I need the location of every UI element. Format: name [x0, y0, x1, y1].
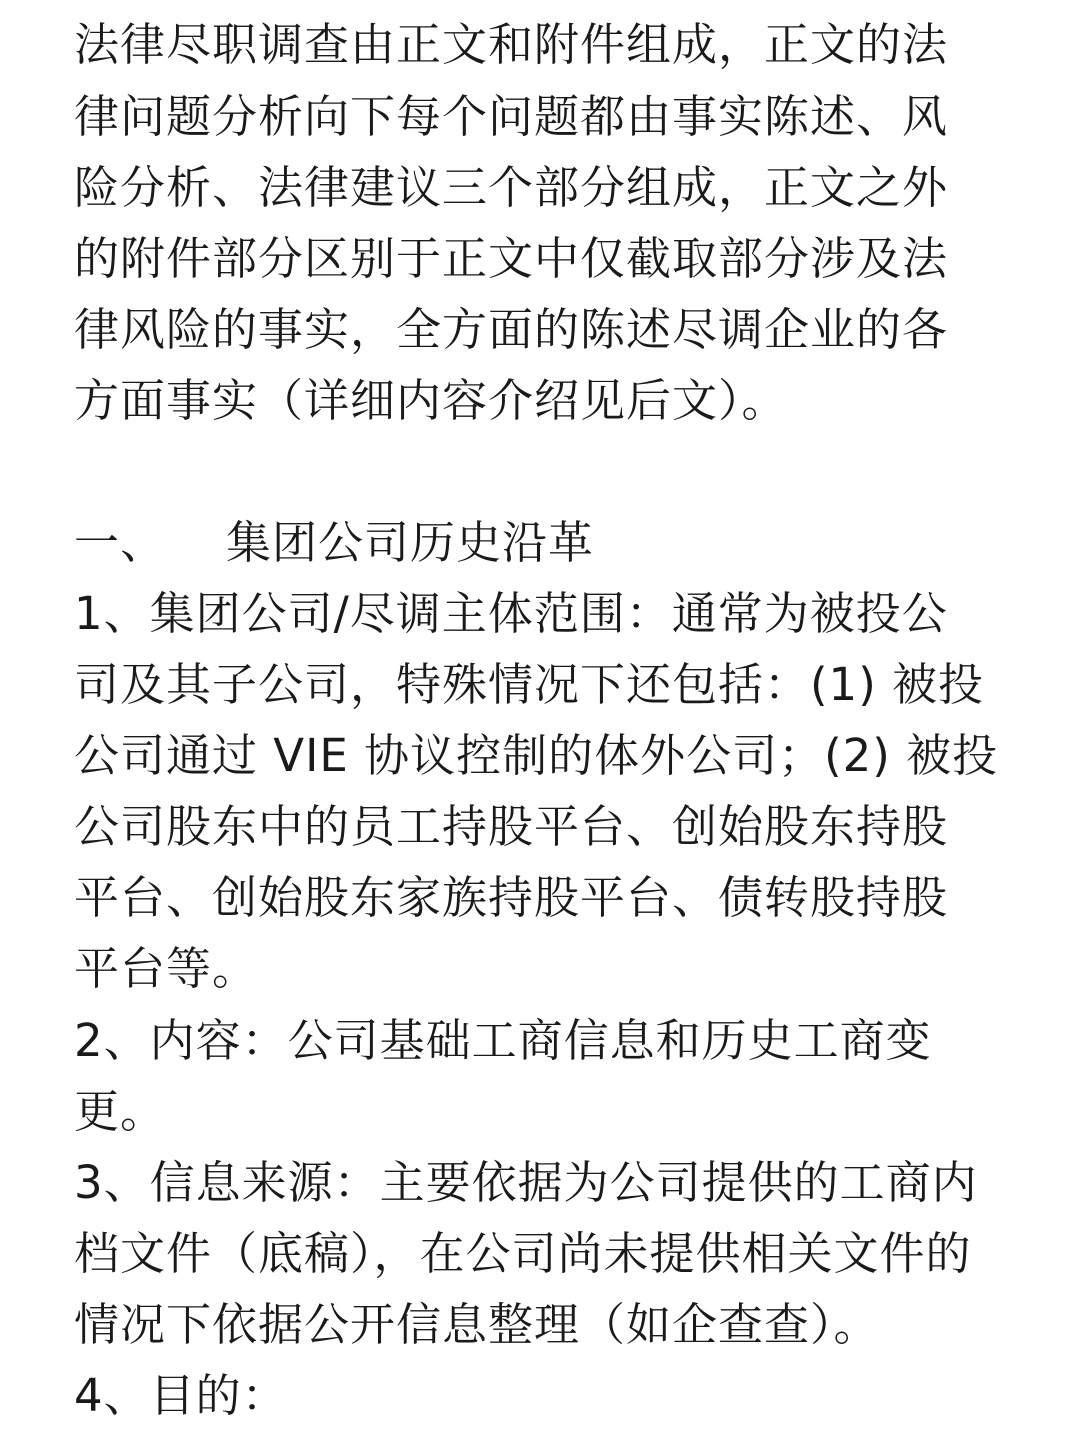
intro-line: 险分析、法律建议三个部分组成，正文之外	[74, 161, 949, 214]
intro-line: 方面事实（详细内容介绍见后文）。	[74, 374, 788, 427]
intro-line: 法律尽职调查由正文和附件组成，正文的法	[74, 18, 949, 71]
item-line: 更。	[74, 1085, 167, 1138]
item-line: 1、集团公司/尽调主体范围：通常为被投公	[74, 587, 948, 640]
section-title: 集团公司历史沿革	[226, 516, 595, 569]
section-heading	[74, 508, 594, 578]
intro-line: 的附件部分区别于正文中仅截取部分涉及法	[74, 232, 949, 285]
item-line: 3、信息来源：主要依据为公司提供的工商内	[74, 1156, 978, 1209]
item-line: 情况下依据公开信息整理（如企查查）。	[74, 1298, 880, 1351]
section-number: 一、	[74, 516, 167, 569]
intro-line: 律风险的事实，全方面的陈述尽调企业的各	[74, 303, 949, 356]
item-line: 平台等。	[74, 942, 259, 995]
item-line: 4、目的：	[74, 1369, 288, 1422]
item-line: 司及其子公司，特殊情况下还包括：(1) 被投	[74, 658, 985, 711]
item-line: 公司通过 VIE 协议控制的体外公司；(2) 被投	[74, 729, 999, 782]
item-line: 档文件（底稿），在公司尚未提供相关文件的	[74, 1227, 972, 1280]
intro-line: 律问题分析向下每个问题都由事实陈述、风	[74, 90, 949, 143]
item-line: 平台、创始股东家族持股平台、债转股持股	[74, 871, 949, 924]
item-line: 2、内容：公司基础工商信息和历史工商变	[74, 1014, 932, 1067]
item-line: 公司股东中的员工持股平台、创始股东持股	[74, 800, 949, 853]
